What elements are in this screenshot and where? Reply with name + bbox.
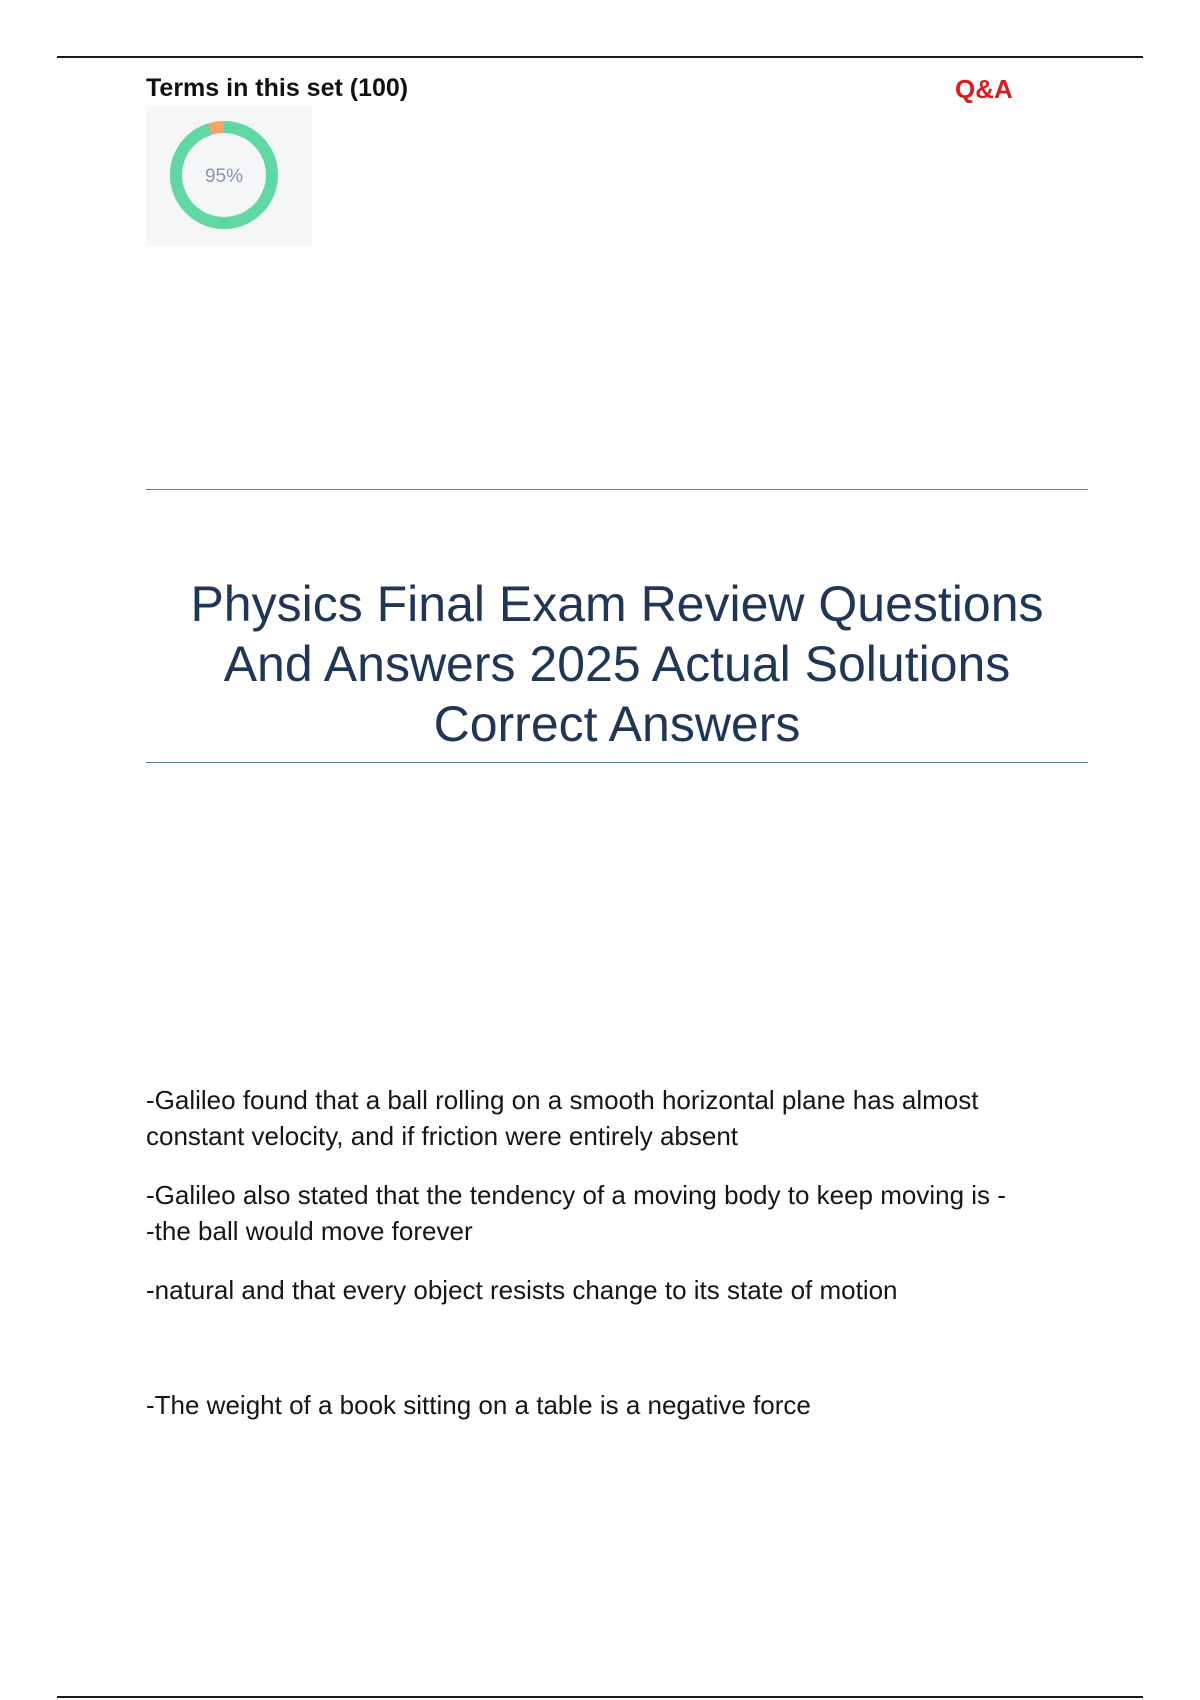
qa-entry [146, 1272, 1096, 1308]
title-line: Physics Final Exam Review Questions [190, 576, 1044, 632]
progress-card [146, 106, 312, 246]
terms-count-heading: Terms in this set (100) [146, 74, 409, 102]
top-rule [57, 56, 1143, 58]
bottom-rule [57, 1696, 1143, 1698]
progress-percent-label: 95% [204, 166, 244, 187]
qa-label: Q&A [955, 74, 1013, 104]
document-title [146, 574, 1088, 754]
qa-entry [146, 1082, 1096, 1154]
title-line: Correct Answers [433, 696, 801, 752]
entry-line: -The weight of a book sitting on a table is a negative force [146, 1390, 811, 1420]
title-top-rule [146, 489, 1088, 490]
qa-entry [146, 1387, 1096, 1423]
title-line: And Answers 2025 Actual Solutions [223, 636, 1011, 692]
entry-line: -Galileo also stated that the tendency of a moving body to keep moving is - [146, 1180, 1006, 1210]
entry-line: -natural and that every object resists change to its state of motion [146, 1275, 898, 1305]
entry-line: -the ball would move forever [146, 1216, 473, 1246]
progress-ring-icon [146, 106, 312, 246]
title-bottom-rule [146, 762, 1088, 763]
entry-line: -Galileo found that a ball rolling on a smooth horizontal plane has almost [146, 1085, 979, 1115]
qa-entry [146, 1177, 1096, 1249]
entry-line: constant velocity, and if friction were entirely absent [146, 1121, 739, 1151]
